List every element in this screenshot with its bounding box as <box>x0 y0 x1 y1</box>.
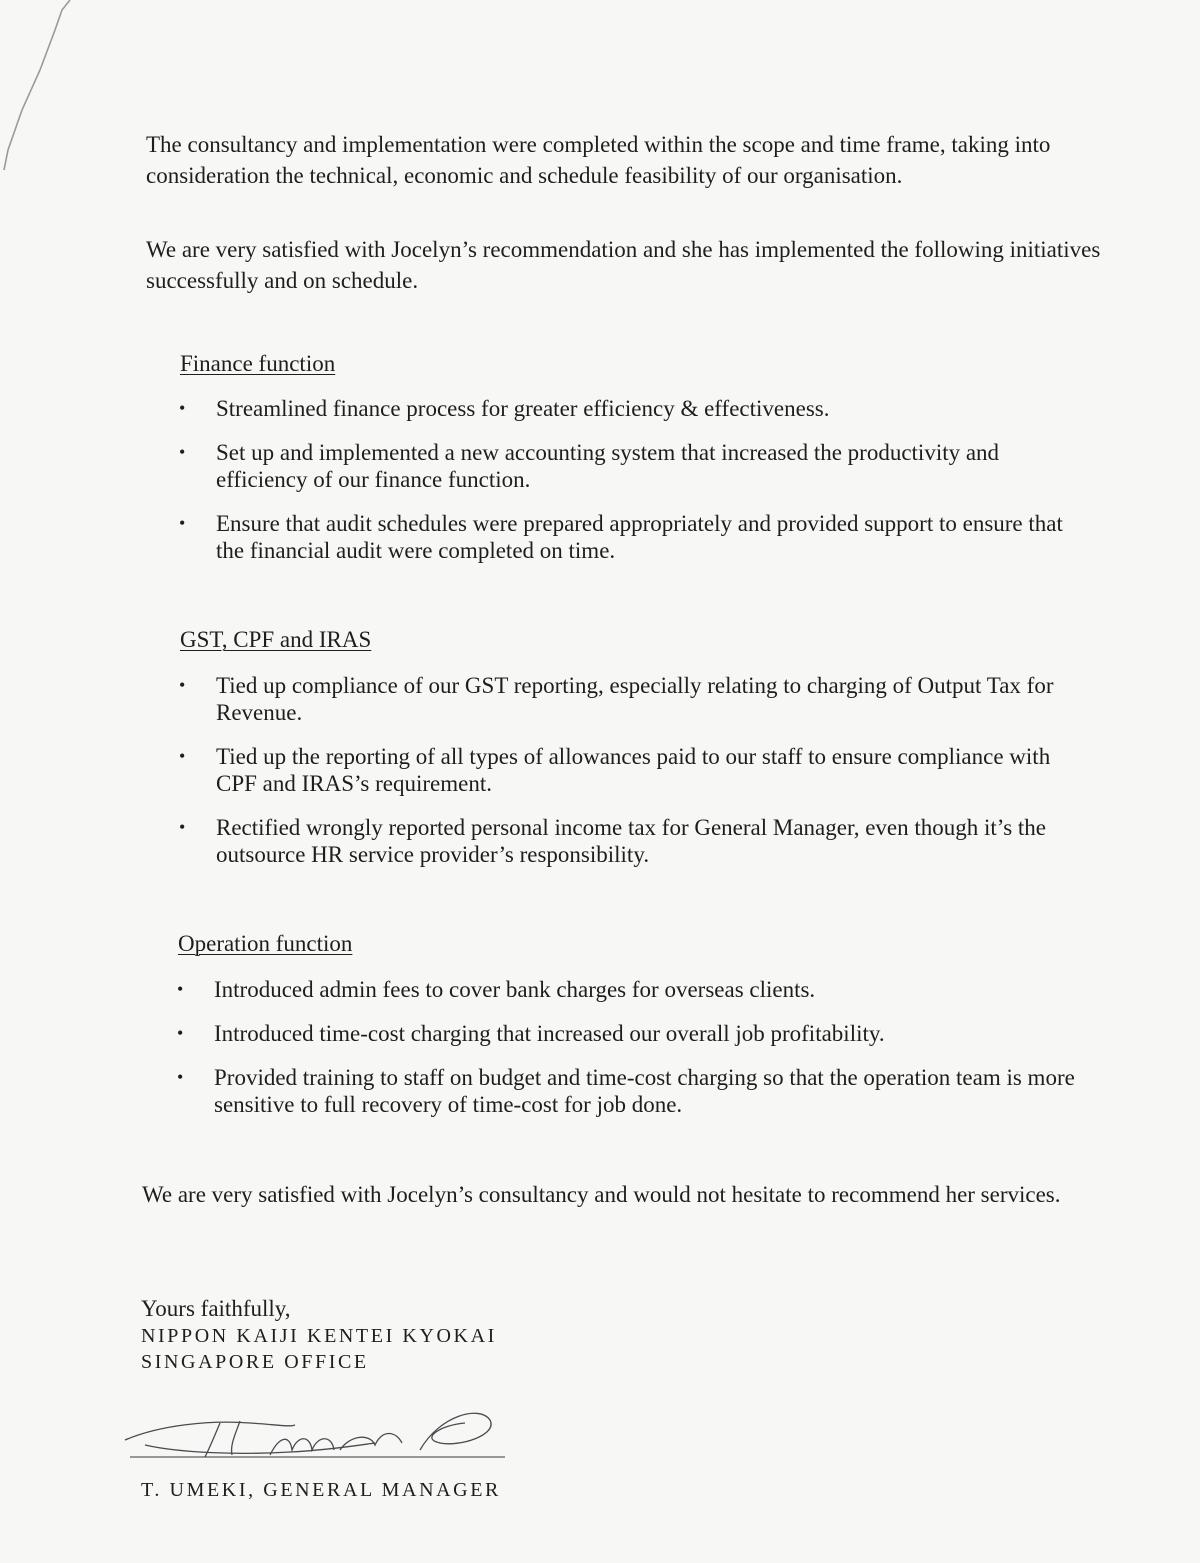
section-heading-finance: Finance function <box>180 351 336 376</box>
gst-cpf-iras-list <box>178 672 1078 885</box>
list-item <box>176 1020 1076 1047</box>
section-heading-gst-cpf-iras: GST, CPF and IRAS <box>180 627 372 652</box>
list-item <box>178 510 1078 564</box>
list-item <box>178 743 1078 797</box>
finance-list <box>178 395 1078 581</box>
list-item-text: Ensure that audit schedules were prepared appropriately and provided support to ensure that the financial audit were completed on time. <box>216 511 1063 563</box>
bullet-icon: • <box>179 398 186 418</box>
bullet-icon: • <box>179 513 186 533</box>
list-item <box>178 395 1078 422</box>
scan-margin-mark <box>0 0 90 170</box>
list-item <box>176 1064 1076 1118</box>
list-item-text: Streamlined finance process for greater efficiency & effectiveness. <box>216 396 830 421</box>
bullet-icon: • <box>177 979 184 999</box>
list-item-text: Introduced admin fees to cover bank charges for overseas clients. <box>214 977 816 1002</box>
list-item <box>178 439 1078 493</box>
bullet-icon: • <box>179 442 186 462</box>
bullet-icon: • <box>177 1023 184 1043</box>
signoff-greeting: Yours faithfully, <box>141 1296 291 1321</box>
bullet-icon: • <box>179 675 186 695</box>
intro-paragraph-satisfaction: We are very satisfied with Jocelyn’s recommendation and she has implemented the following initiatives successfully and on schedule. <box>146 237 1101 293</box>
handwritten-signature <box>120 1395 520 1475</box>
closing-paragraph: We are very satisfied with Jocelyn’s consultancy and would not hesitate to recommend her services. <box>142 1182 1061 1207</box>
section-heading-operation: Operation function <box>178 931 353 956</box>
intro-paragraph-scope: The consultancy and implementation were completed within the scope and time frame, taking into consideration the technical, economic and schedule feasibility of our organisation. <box>146 132 1051 188</box>
list-item-text: Introduced time-cost charging that increased our overall job profitability. <box>214 1021 885 1046</box>
bullet-icon: • <box>177 1067 184 1087</box>
list-item-text: Tied up compliance of our GST reporting, especially relating to charging of Output Tax for Revenue. <box>216 673 1054 725</box>
list-item <box>176 976 1076 1003</box>
list-item-text: Set up and implemented a new accounting system that increased the productivity and efficiency of our finance function. <box>216 440 1000 492</box>
list-item <box>178 814 1078 868</box>
list-item-text: Tied up the reporting of all types of allowances paid to our staff to ensure compliance with CPF and IRAS’s requirement. <box>216 744 1051 796</box>
operation-list <box>176 976 1076 1135</box>
list-item-text: Rectified wrongly reported personal income tax for General Manager, even though it’s the outsource HR service provider’s responsibility. <box>216 815 1046 867</box>
list-item <box>178 672 1078 726</box>
signatory-name: T. UMEKI, GENERAL MANAGER <box>141 1479 501 1501</box>
office-name: SINGAPORE OFFICE <box>141 1351 369 1373</box>
signoff-block <box>141 1295 497 1375</box>
list-item-text: Provided training to staff on budget and time-cost charging so that the operation team is more sensitive to full recovery of time-cost for job done. <box>214 1065 1075 1117</box>
organisation-name: NIPPON KAIJI KENTEI KYOKAI <box>141 1325 497 1347</box>
bullet-icon: • <box>179 746 186 766</box>
bullet-icon: • <box>179 817 186 837</box>
